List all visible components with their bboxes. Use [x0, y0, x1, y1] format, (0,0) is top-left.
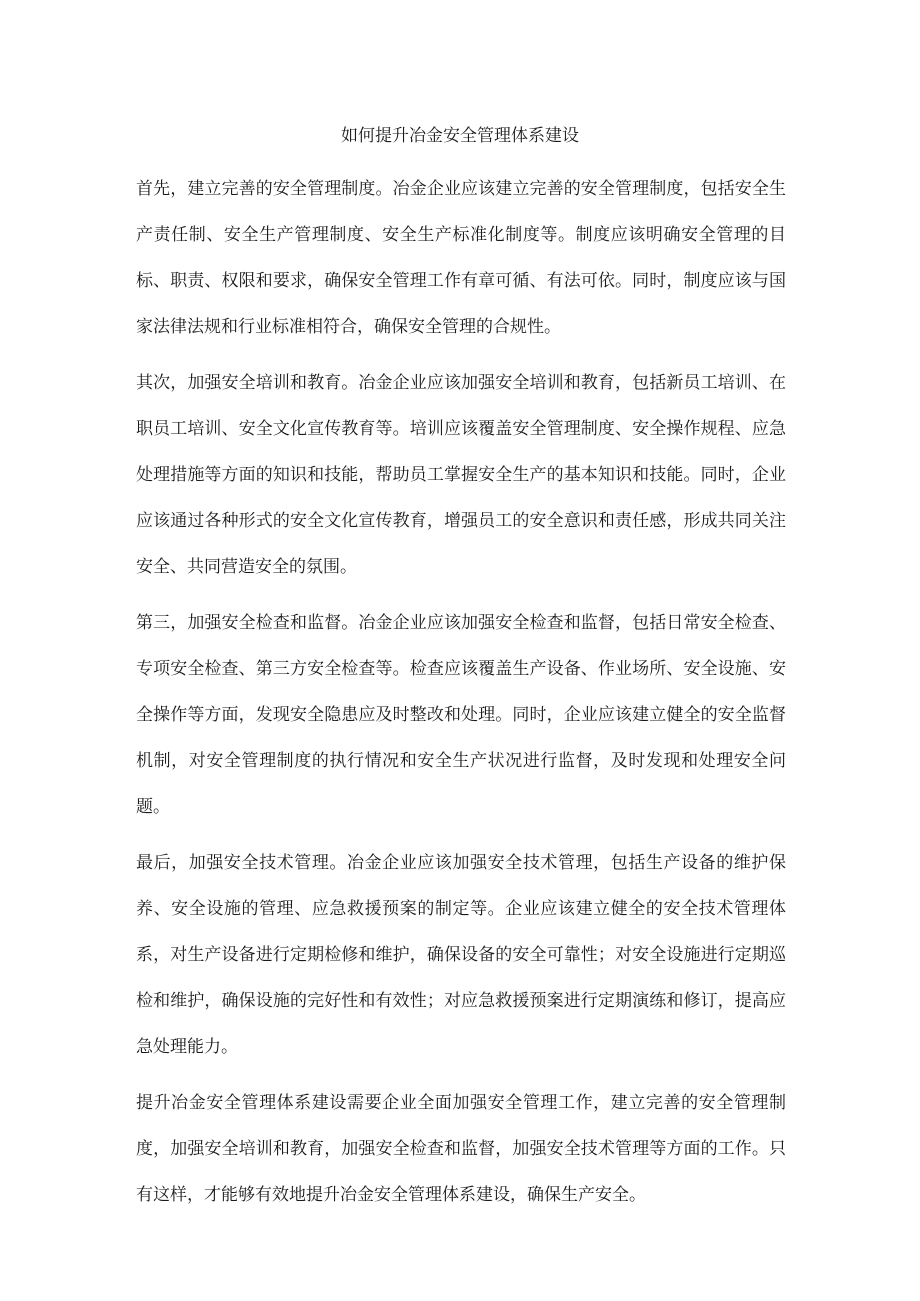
paragraph-3: 第三，加强安全检查和监督。冶金企业应该加强安全检查和监督，包括日常安全检查、专项安全检查、第三方安全检查等。检查应该覆盖生产设备、作业场所、安全设施、安全操作等方面，发现安全隐患应及时整改和处理。同时，企业应该建立健全的安全监督机制，对安全管理制度的执行情况和安全生产状况进行监督，及时发现和处理安全问题。: [136, 613, 786, 817]
paragraph-2: 其次，加强安全培训和教育。冶金企业应该加强安全培训和教育，包括新员工培训、在职员工培训、安全文化宣传教育等。培训应该覆盖安全管理制度、安全操作规程、应急处理措施等方面的知识和技能，帮助员工掌握安全生产的基本知识和技能。同时，企业应该通过各种形式的安全文化宣传教育，增强员工的安全意识和责任感，形成共同关注安全、共同营造安全的氛围。: [136, 373, 786, 577]
paragraph-4: 最后，加强安全技术管理。冶金企业应该加强安全技术管理，包括生产设备的维护保养、安全设施的管理、应急救援预案的制定等。企业应该建立健全的安全技术管理体系，对生产设备进行定期检修和维护，确保设备的安全可靠性；对安全设施进行定期巡检和维护，确保设施的完好性和有效性；对应急救援预案进行定期演练和修订，提高应急处理能力。: [136, 853, 786, 1057]
paragraph-5: 提升冶金安全管理体系建设需要企业全面加强安全管理工作，建立完善的安全管理制度，加强安全培训和教育，加强安全检查和监督，加强安全技术管理等方面的工作。只有这样，才能够有效地提升冶金安全管理体系建设，确保生产安全。: [136, 1093, 786, 1205]
paragraph-1: 首先，建立完善的安全管理制度。冶金企业应该建立完善的安全管理制度，包括安全生产责任制、安全生产管理制度、安全生产标准化制度等。制度应该明确安全管理的目标、职责、权限和要求，确保安全管理工作有章可循、有法可依。同时，制度应该与国家法律法规和行业标准相符合，确保安全管理的合规性。: [136, 179, 786, 337]
document-body: [136, 166, 786, 1218]
document-title: 如何提升冶金安全管理体系建设: [341, 126, 579, 146]
